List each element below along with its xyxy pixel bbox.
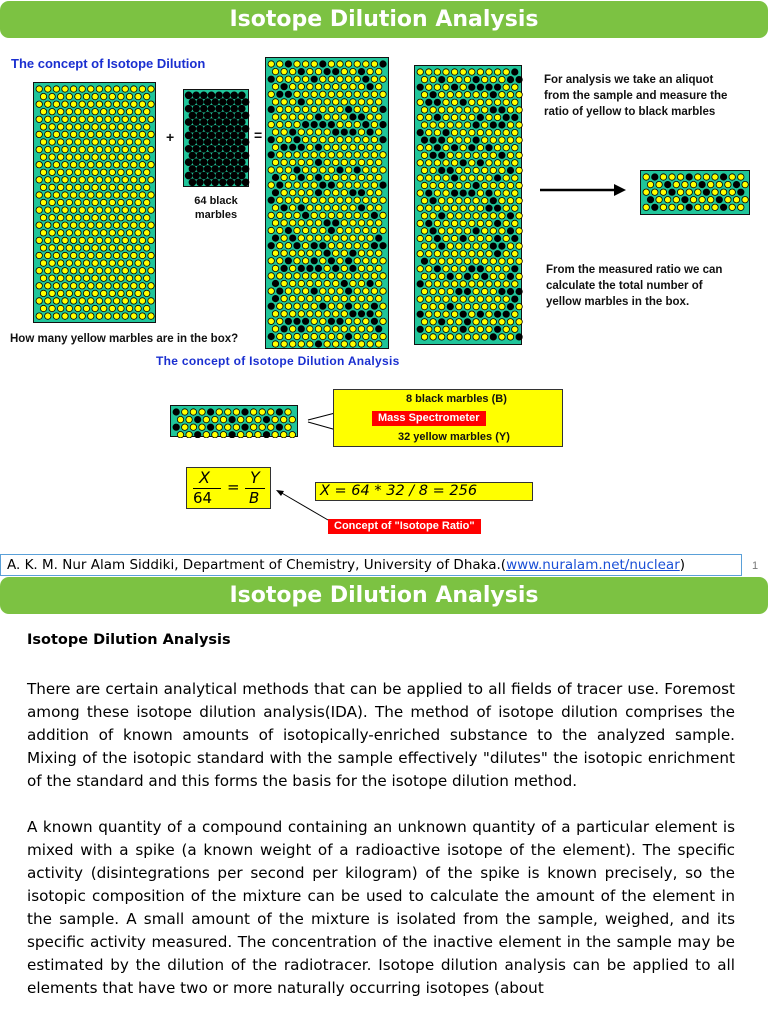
sample-marbles-grid: [171, 406, 299, 438]
eq-x: X: [199, 468, 210, 487]
footer-text: A. K. M. Nur Alam Siddiki, Department of Chemistry, University of Dhaka.(: [7, 557, 507, 573]
result-equation: X = 64 * 32 / 8 = 256: [315, 482, 533, 501]
paragraph-2: A known quantity of a compound containing an unknown quantity of a particular element is mixed with a spike (a known weight of a radioactive isotope of the element). The specific activity (disintegrations per second per kilogram) of the spike is known precisely, so the isotopic composition of the mixture can be used to calculate the amount of the element in the sample. A small amount of the mixture is isolated from the sample, weighed, and its specific activity measured. The concentration of the inactive element in the sample may be estimated by the dilution of the radiotracer. Isotope dilution analysis can be applied to all elements that have two or more naturally occurring isotopes (about: [27, 818, 735, 997]
black-marbles-result: 8 black marbles (B): [406, 393, 507, 405]
aliquot-text-line1: For analysis we take an aliquot: [544, 74, 714, 86]
mixed-marbles-grid: [266, 58, 390, 350]
eq-equals: =: [227, 478, 240, 496]
plus-sign: +: [166, 129, 175, 145]
equals-sign: =: [254, 127, 263, 143]
sample-box: [170, 405, 298, 437]
question-text: How many yellow marbles are in the box?: [10, 333, 239, 345]
footer-link[interactable]: www.nuralam.net/nuclear: [506, 557, 680, 573]
slide2-title-banner: [0, 577, 768, 614]
mixed-marble-box-2: [414, 65, 522, 345]
ratio-text-line1: From the measured ratio we can: [546, 264, 723, 276]
aliquot-text-line2: from the sample and measure the: [544, 90, 728, 102]
black-marbles-label-line2: marbles: [194, 209, 238, 221]
body-text: [27, 678, 735, 1000]
ratio-text-line3: yellow marbles in the box.: [546, 296, 690, 308]
concept-title: The concept of Isotope Dilution: [11, 56, 206, 71]
black-marble-box: [183, 89, 249, 187]
mixed-marbles-grid-2: [415, 66, 523, 346]
aliquot-box: [640, 170, 750, 215]
aliquot-text-line3: ratio of yellow to black marbles: [544, 106, 716, 118]
eq-b: B: [249, 489, 260, 507]
concept-ida-title: The concept of Isotope Dilution Analysis: [156, 354, 400, 368]
ratio-text: [546, 262, 722, 310]
paragraph-1: There are certain analytical methods that can be applied to all fields of tracer use. Foremost among these isotope dilution analysis(IDA). The method of isotope dilution comprises the addition of known amounts of isotopically-enriched substance to the analyzed sample. Mixing of the isotopic standard with the sample effectively "dilutes" the isotopic enrichment of the standard and this forms the basis for the isotope dilution method.: [27, 680, 735, 790]
arrow-right-icon: [540, 183, 626, 197]
slide2-title: Isotope Dilution Analysis: [229, 583, 539, 608]
yellow-marbles-grid: [34, 83, 157, 324]
ratio-equation: [186, 467, 271, 509]
slide-title: Isotope Dilution Analysis: [229, 7, 539, 32]
mixed-marble-box: [265, 57, 389, 349]
isotope-ratio-label: Concept of "Isotope Ratio": [328, 519, 481, 534]
aliquot-marbles-grid: [641, 171, 751, 216]
footer-credit: [0, 554, 742, 576]
aliquot-text: [544, 72, 727, 120]
yellow-marble-box: [33, 82, 156, 323]
black-marbles-grid: [184, 90, 250, 188]
black-marbles-label-line1: 64 black: [194, 195, 238, 207]
mass-spectrometer-label: Mass Spectrometer: [372, 411, 486, 426]
yellow-marbles-result: 32 yellow marbles (Y): [398, 431, 510, 443]
eq-64: 64: [193, 489, 213, 507]
eq-y: Y: [250, 468, 260, 487]
section-heading: Isotope Dilution Analysis: [27, 632, 231, 648]
ratio-text-line2: calculate the total number of: [546, 280, 703, 292]
footer-close: ): [679, 557, 686, 573]
slide-title-banner: [0, 1, 768, 38]
black-marbles-label: [187, 194, 245, 222]
page-number: 1: [752, 560, 759, 572]
